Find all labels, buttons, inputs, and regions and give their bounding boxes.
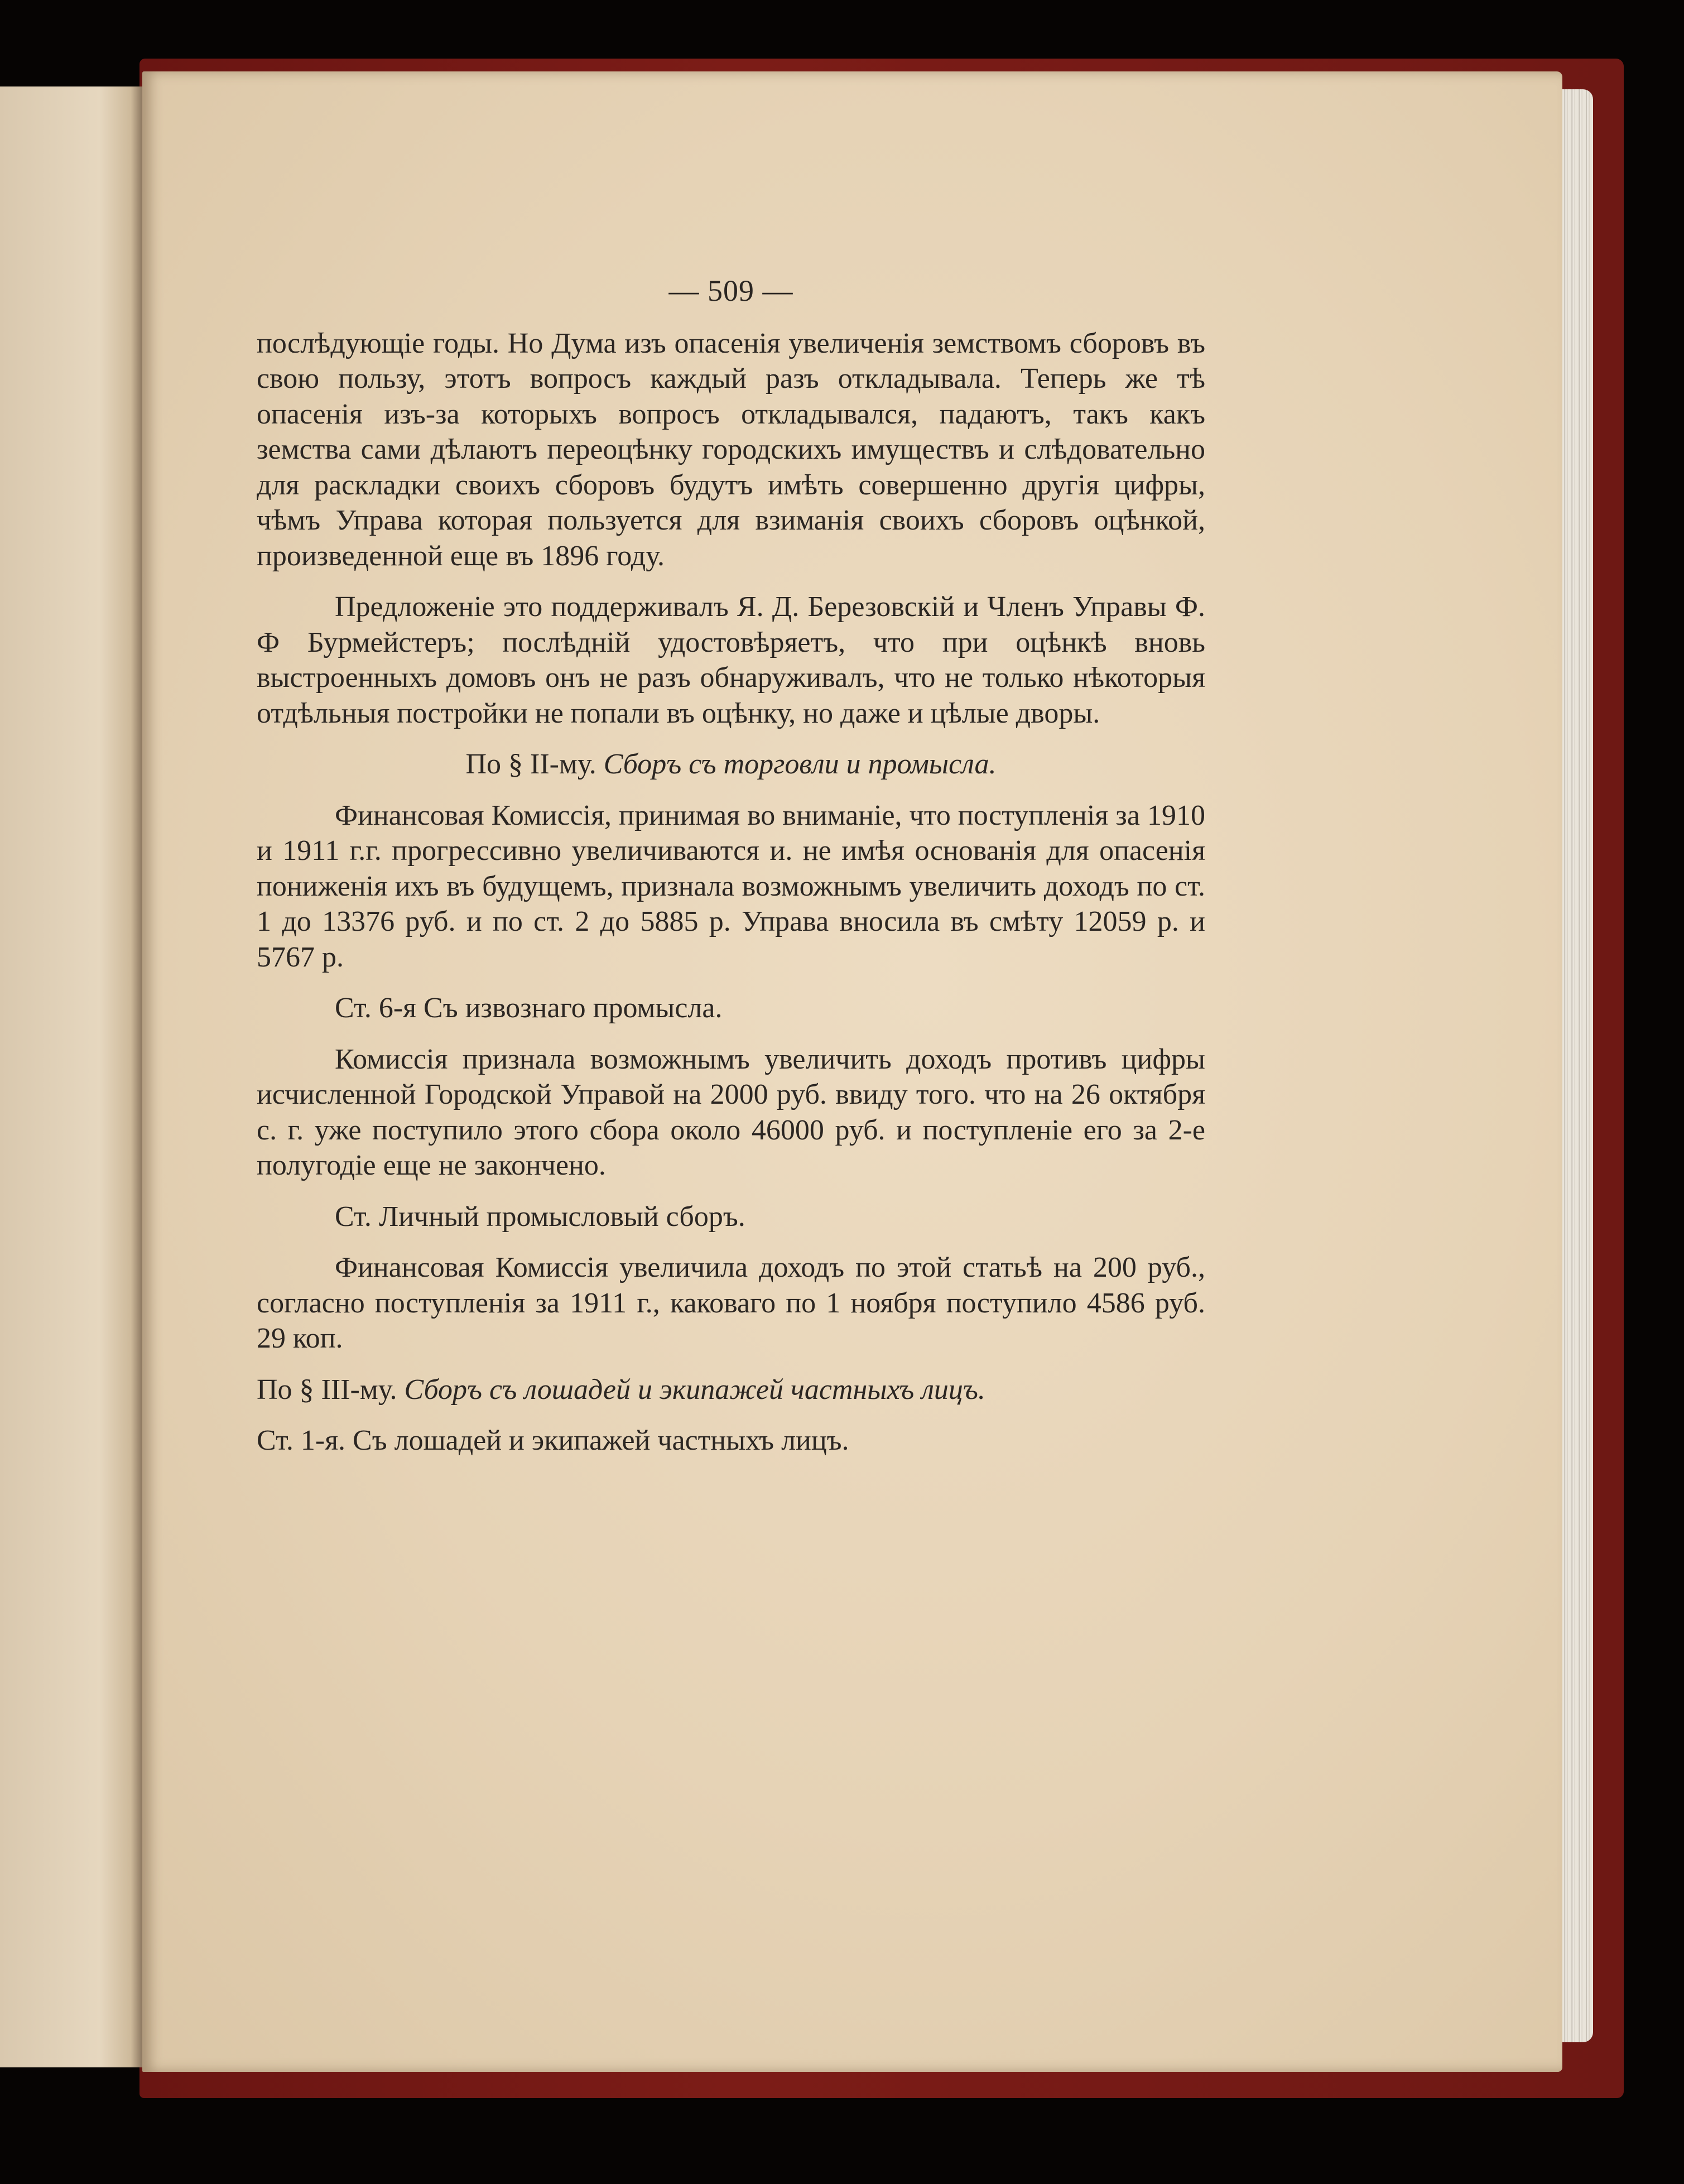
section-heading-2-title: Сборъ съ торговли и промысла. [603, 748, 997, 780]
paragraph-2: Предложеніе это поддерживалъ Я. Д. Березовскій и Членъ Управы Ф. Ф Бурмейстеръ; послѣдній удостовѣряетъ, что при оцѣнкѣ вновь выстроенныхъ домовъ онъ не разъ обнаруживалъ, что не только нѣкоторыя отдѣльныя постройки не попали въ оцѣнку, но даже и цѣлые дворы. [257, 591, 1205, 729]
paragraph-4: Комиссія признала возможнымъ увеличить доходъ противъ цифры исчисленной Городской Управой на 2000 руб. ввиду того. что на 26 октября с. г. уже поступило этого сбора около 46000 руб. и поступленіе его за 2-е полугодіе еще не закончено. [257, 1043, 1205, 1181]
section-heading-3 [257, 1372, 1205, 1408]
section-heading-3-number: По § III-му. [257, 1373, 397, 1406]
article-heading-6: Ст. 6-я Съ извознаго промысла. [335, 992, 723, 1024]
article-heading-1: Ст. 1-я. Съ лошадей и экипажей частныхъ лицъ. [257, 1425, 849, 1456]
facing-page-edge [0, 86, 142, 2067]
article-heading-personal: Ст. Личный промысловый сборъ. [335, 1200, 745, 1233]
paragraph-5: Финансовая Комиссія увеличила доходъ по этой статьѣ на 200 руб., согласно поступленія за 1911 г., каковаго по 1 ноября поступило 4586 руб. 29 коп. [257, 1252, 1205, 1354]
section-heading-3-title: Сборъ съ лошадей и экипажей частныхъ лицъ. [404, 1373, 985, 1406]
section-heading-2 [257, 747, 1205, 782]
page-number: — 509 — [668, 274, 793, 307]
page-text [257, 273, 1205, 1474]
section-heading-2-number: По § II-му. [465, 748, 596, 780]
paragraph-1: послѣдующіе годы. Но Дума изъ опасенія увеличенія земствомъ сборовъ въ свою пользу, этотъ вопросъ каждый разъ откладывала. Теперь же тѣ опасенія изъ-за которыхъ вопросъ откладывался, падаютъ, такъ какъ земства сами дѣлаютъ переоцѣнку городскихъ имуществъ и слѣдовательно для раскладки своихъ сборовъ будутъ имѣть совершенно другія цифры, чѣмъ Управа которая пользуется для взиманія своихъ сборовъ оцѣнкой, произведенной еще въ 1896 году. [257, 327, 1205, 572]
paragraph-3: Финансовая Комиссія, принимая во вниманіе, что поступленія за 1910 и 1911 г.г. прогрессивно увеличиваются и. не имѣя основанія для опасенія пониженія ихъ въ будущемъ, признала возможнымъ увеличить доходъ по ст. 1 до 13376 руб. и по ст. 2 до 5885 р. Управа вносила въ смѣту 12059 р. и 5767 р. [257, 799, 1205, 973]
